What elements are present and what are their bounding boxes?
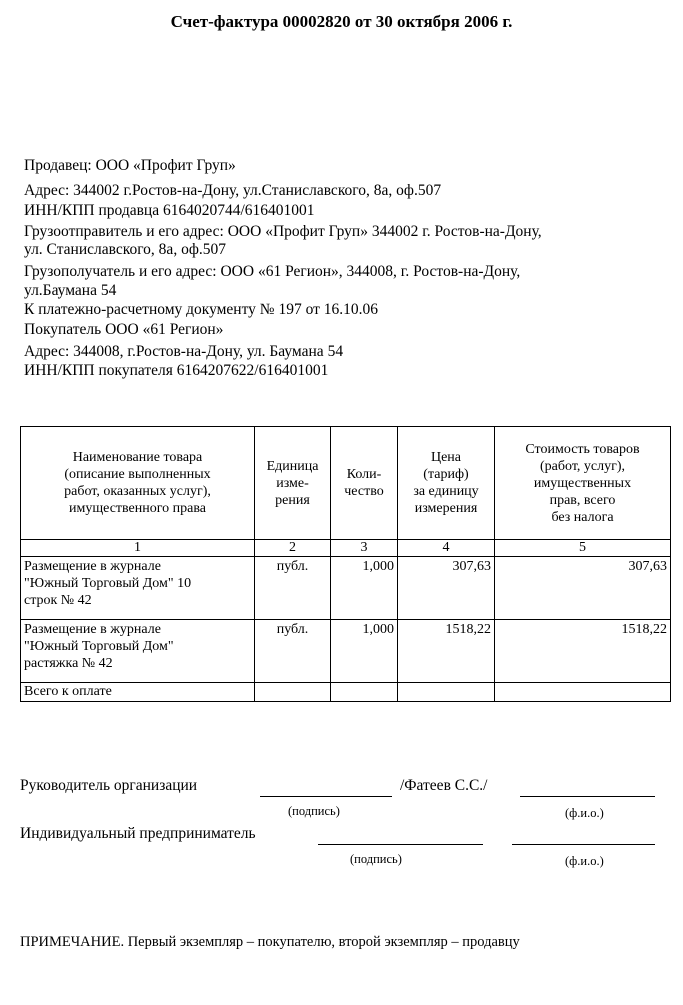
total-cell: [255, 683, 331, 702]
head-name: /Фатеев С.С./: [400, 777, 488, 794]
column-number: 5: [495, 540, 671, 557]
item-unit: публ.: [255, 557, 331, 620]
entrepreneur-fio-line: [512, 844, 655, 845]
table-row: [21, 620, 671, 683]
item-name: Размещение в журнале "Южный Торговый Дом" 10 строк № 42: [21, 557, 255, 620]
head-label: Руководитель организации: [20, 777, 198, 794]
signature-caption: (подпись): [350, 852, 402, 866]
header-cost: Стоимость товаров (работ, услуг), имущественных прав, всего без налога: [495, 427, 671, 540]
header-price: Цена (тариф) за единицу измерения: [398, 427, 495, 540]
invoice-table: [20, 426, 671, 702]
seller-address-line: Адрес: 344002 г.Ростов-на-Дону, ул.Станиславского, 8а, оф.507: [24, 182, 442, 199]
item-qty: 1,000: [331, 620, 398, 683]
total-cell: [331, 683, 398, 702]
item-price: 307,63: [398, 557, 495, 620]
table-header-row: [21, 427, 671, 540]
column-number: 2: [255, 540, 331, 557]
seller-inn-line: ИНН/КПП продавца 6164020744/616401001: [24, 202, 315, 219]
entrepreneur-signature-line: [318, 844, 483, 845]
signature-caption: (подпись): [288, 804, 340, 818]
head-fio-line: [520, 796, 655, 797]
total-cell: [398, 683, 495, 702]
fio-caption: (ф.и.о.): [565, 854, 604, 868]
header-name: Наименование товара (описание выполненных работ, оказанных услуг), имущественного права: [21, 427, 255, 540]
table-row: [21, 557, 671, 620]
item-price: 1518,22: [398, 620, 495, 683]
shipper-line: Грузоотправитель и его адрес: ООО «Профит Груп» 344002 г. Ростов-на-Дону,: [24, 223, 542, 240]
total-row: [21, 683, 671, 702]
fio-caption: (ф.и.о.): [565, 806, 604, 820]
column-number-row: [21, 540, 671, 557]
buyer-line: Покупатель ООО «61 Регион»: [24, 321, 224, 338]
column-number: 1: [21, 540, 255, 557]
total-label: Всего к оплате: [21, 683, 255, 702]
item-cost: 1518,22: [495, 620, 671, 683]
item-cost: 307,63: [495, 557, 671, 620]
shipper-address-line: ул. Станиславского, 8а, оф.507: [24, 241, 226, 258]
column-number: 3: [331, 540, 398, 557]
item-unit: публ.: [255, 620, 331, 683]
head-signature-line: [260, 796, 392, 797]
column-number: 4: [398, 540, 495, 557]
item-qty: 1,000: [331, 557, 398, 620]
consignee-line: Грузополучатель и его адрес: ООО «61 Регион», 344008, г. Ростов-на-Дону,: [24, 263, 521, 280]
entrepreneur-label: Индивидуальный предприниматель: [20, 825, 256, 842]
header-qty: Коли- чество: [331, 427, 398, 540]
payment-doc-line: К платежно-расчетному документу № 197 от 16.10.06: [24, 301, 379, 318]
total-cell: [495, 683, 671, 702]
consignee-address-line: ул.Баумана 54: [24, 282, 117, 299]
item-name: Размещение в журнале "Южный Торговый Дом" растяжка № 42: [21, 620, 255, 683]
buyer-inn-line: ИНН/КПП покупателя 6164207622/616401001: [24, 362, 329, 379]
header-unit: Единица изме- рения: [255, 427, 331, 540]
buyer-address-line: Адрес: 344008, г.Ростов-на-Дону, ул. Баумана 54: [24, 343, 344, 360]
invoice-title: Счет-фактура 00002820 от 30 октября 2006 г.: [170, 12, 513, 31]
footnote: ПРИМЕЧАНИЕ. Первый экземпляр – покупателю, второй экземпляр – продавцу: [20, 934, 520, 950]
seller-line: Продавец: ООО «Профит Груп»: [24, 157, 236, 174]
